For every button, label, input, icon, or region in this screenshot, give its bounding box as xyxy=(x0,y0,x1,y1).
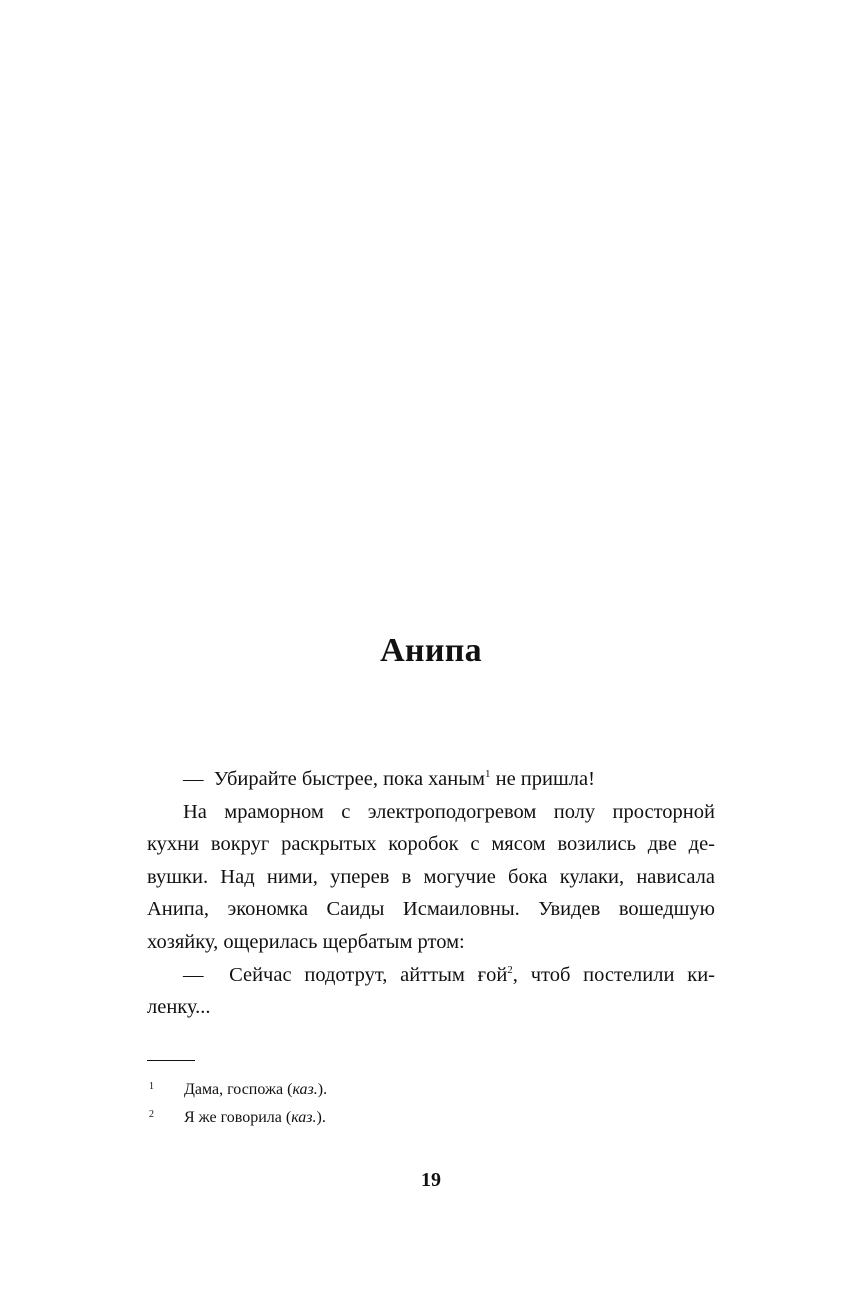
chapter-title: Анипа xyxy=(380,632,482,669)
paragraph-narration xyxy=(147,796,715,959)
dialogue-text: не пришла! xyxy=(490,768,595,790)
footnote-end: ). xyxy=(316,1109,326,1126)
paragraph-line: хозяйку, ощерилась щербатым ртом: xyxy=(147,930,465,953)
paragraph-line: На мраморном с электроподогревом полу просторной xyxy=(183,800,715,823)
paragraph-line xyxy=(147,763,715,796)
paragraph-line: вушки. Над ними, уперев в могучие бока кулаки, нависала xyxy=(147,865,715,888)
dialogue-text: , чтоб постелили ки- xyxy=(512,963,715,986)
footnote-ref-1[interactable]: 1 xyxy=(484,768,491,780)
page-number: 19 xyxy=(421,1169,441,1191)
body-text xyxy=(147,763,715,1024)
footnote-number: 2 xyxy=(149,1109,154,1120)
footnotes xyxy=(147,1076,715,1132)
footnote-text: Я же говорила ( xyxy=(184,1109,292,1126)
paragraph-line: ленку... xyxy=(147,996,211,1019)
paragraph-line: Анипа, экономка Саиды Исмаиловны. Увидев вошедшую xyxy=(147,898,715,921)
em-dash: — xyxy=(183,963,204,986)
footnote-ref-2[interactable]: 2 xyxy=(507,963,513,976)
footnote-divider xyxy=(147,1060,195,1061)
dialogue-text: Сейчас подотрут, айттым ғой xyxy=(229,963,508,986)
paragraph-dialogue-2 xyxy=(147,959,715,1024)
footnote-lang: каз. xyxy=(291,1109,317,1126)
paragraph-line xyxy=(147,959,715,992)
dialogue-text: Убирайте быстрее, пока ханым xyxy=(213,768,485,790)
footnote-2 xyxy=(147,1104,715,1132)
paragraph-dialogue-1 xyxy=(147,763,715,796)
paragraph-line: кухни вокруг раскрытых коробок с мясом возились две де- xyxy=(147,833,715,856)
footnote-1 xyxy=(147,1076,715,1104)
footnote-text: Дама, госпожа ( xyxy=(184,1081,293,1098)
footnote-lang: каз. xyxy=(292,1081,318,1098)
footnote-end: ). xyxy=(317,1081,328,1098)
em-dash: — xyxy=(183,768,204,790)
footnote-number: 1 xyxy=(149,1081,154,1092)
